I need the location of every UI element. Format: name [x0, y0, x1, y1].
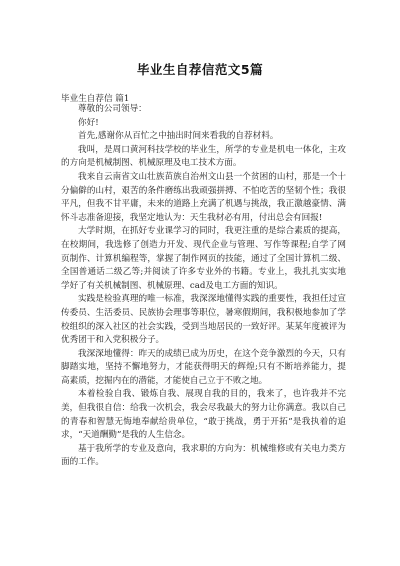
paragraph: 基于我所学的专业及意向，我求职的方向为：机械维修或有关电力类方面的工作。 [61, 443, 346, 468]
salutation: 尊敬的公司领导： [78, 104, 147, 114]
letter-heading: 毕业生自荐信 篇1 [61, 94, 130, 104]
paragraph: 本着检验自我、锻炼自我、展现自我的目的，我来了，也许我并不完美，但我很自信：给我一次机会，我会尽我最大的努力让你满意。我以自己的青春和智慧无悔地奉献给贵单位，“敢于挑战，勇于开拓”是我执着的追求，“天道酬勤”是我的人生信念。 [61, 389, 346, 441]
paragraph: 大学时期，在抓好专业课学习的同时，我更注重的是综合素质的提高，在校期间，我选修了创造力开发、现代企业与管理、写作等课程;自学了网页制作、计算机编程等，掌握了制作网页的技能，通过了全国计算机二级、全国普通话二级乙等;并阅读了许多专业外的书籍。专业上，我扎扎实实地学好了有关机械制图、机械原理、cad及电工方面的知识。 [61, 226, 346, 291]
greeting: 你好! [78, 117, 99, 128]
paragraph: 我叫，是周口黄河科技学校的毕业生，所学的专业是机电一体化，主攻的方向是机械制图、机械原理及电工技术方面。 [61, 144, 346, 169]
paragraph: 实践是检验真理的唯一标准，我深深地懂得实践的重要性，我担任过宣传委员、生活委员、民族协会理事等职位，暑寒假期间，我积极地参加了学校组织的深入社区的社会实践，受到当地居民的一致好评。某某年度被评为优秀团干和入党积极分子。 [61, 294, 346, 346]
paragraph: 我来自云南省文山壮族苗族自治州文山县一个贫困的山村，那是一个十分偏僻的山村，艰苦的条件磨练出我顽强拼搏、不怕吃苦的坚韧个性；我很平凡，但我不甘平庸，未来的道路上充满了机遇与挑战，我正激越豪情、满怀斗志准备迎接，我坚定地认为：天生我材必有用，付出总会有回报! [61, 171, 346, 223]
paragraph: 我深深地懂得：昨天的成绩已成为历史，在这个竞争激烈的今天，只有脚踏实地，坚持不懈地努力，才能获得明天的辉煌;只有不断培养能力，提高素质，挖掘内在的潜能，才能使自己立于不败之地。 [61, 348, 346, 386]
document-title: 毕业生自荐信范文5篇 [136, 62, 264, 77]
paragraph: 首先,感谢你从百忙之中抽出时间来看我的自荐材料。 [78, 131, 279, 142]
letter-body [61, 103, 346, 470]
